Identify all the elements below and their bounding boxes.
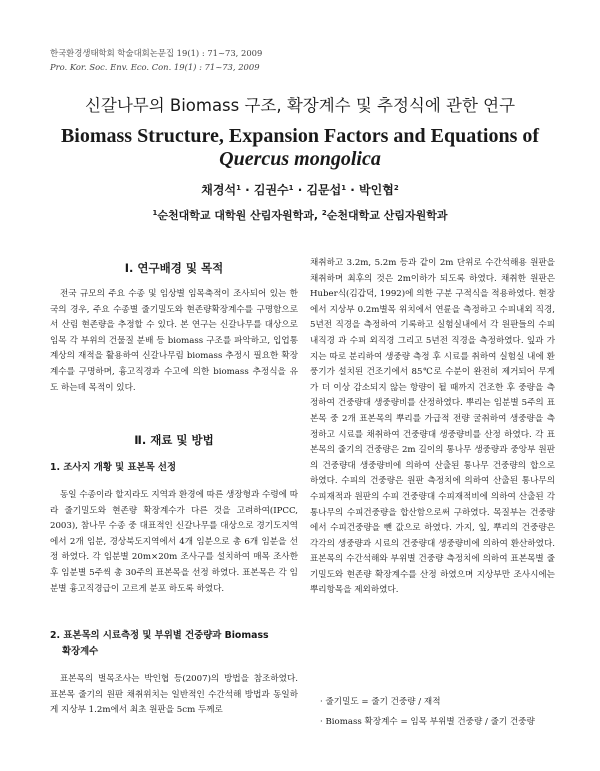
author-separator: · xyxy=(240,183,254,197)
author-separator: · xyxy=(293,183,307,197)
paragraph-site xyxy=(50,488,298,597)
section-heading-intro: Ⅰ. 연구배경 및 목적 xyxy=(124,261,224,275)
equation-expansion-factor: · Biomass 확장계수 = 임목 부위별 건중량 / 줄기 건중량 xyxy=(320,717,535,727)
section-heading-methods: Ⅱ. 재료 및 방법 xyxy=(134,433,214,447)
affiliation-text: 순천대학교 산림자원학과 xyxy=(326,209,448,222)
paragraph-sample-text: 표본목의 벌목조사는 박인협 등(2007)의 방법을 참조하였다. 표본목 줄기의 원판 채취위치는 일반적인 수간석해 방법과 동일하게 지상부 1.2m에서 최초 원판을 5cm 두께로 xyxy=(50,674,298,716)
title-english xyxy=(0,125,600,171)
equation-stem-density: · 줄기밀도 = 줄기 건중량 / 재적 xyxy=(320,697,441,707)
author-name: 채경석 xyxy=(201,183,237,197)
journal-citation-korean: 한국환경생태학회 학술대회논문집 19(1) : 71~73, 2009 xyxy=(50,48,263,58)
author-mark: 1 xyxy=(341,184,347,192)
author-mark: 1 xyxy=(288,184,294,192)
subsection-heading-site: 1. 조사지 개황 및 표본목 선정 xyxy=(50,462,177,473)
paragraph-intro-text: 전국 규모의 주요 수종 및 임상별 임목축적이 조사되어 있는 한국의 경우, 주요 수종별 줄기밀도와 현존량확장계수를 구명함으로서 산림 현존량을 추정할 수 있다. 본 연구는 신갈나무를 대상으로 임목 각 부위의 건물질 분배 등 biomass 구조를 파악하고, 입업통계상의 재적을 활용하여 신갈나무림 biomass 추정시 필요한 확장계수를 구명하며, 흉고직경과 수고에 의한 biomass 추정식을 유도 하는데 목적이 있다. xyxy=(50,289,298,393)
author-name: 박인협 xyxy=(359,183,394,197)
author-name: 김문섭 xyxy=(306,183,342,197)
affiliation-mark: 1 xyxy=(152,209,158,217)
title-species: Quercus mongolica xyxy=(219,148,381,170)
affiliations xyxy=(0,208,600,223)
author-name: 김권수 xyxy=(253,183,289,197)
journal-citation-english: Pro. Kor. Soc. Env. Eco. Con. 19(1) : 71~73, 2009 xyxy=(50,62,260,72)
author-mark: 1 xyxy=(236,184,241,192)
title-korean: 신갈나무의 Biomass 구조, 확장계수 및 추정식에 관한 연구 xyxy=(84,96,516,115)
paragraph-sample xyxy=(50,672,298,719)
subsection-heading-sample-line2: 확장계수 xyxy=(62,646,99,657)
paragraph-intro xyxy=(50,287,298,396)
affiliation-mark: 2 xyxy=(321,209,327,217)
author-separator: · xyxy=(346,183,360,197)
paragraph-sample-continued: 채취하고 3.2m, 5.2m 등과 같이 2m 단위로 수간석해용 원판을 채취하며 최후의 것은 2m이하가 되도록 하였다. 채취한 원판은 Huber식(김갑덕, 1992)에 의한 구분 구적식을 적용하였다. 현장에서 지상부 0.2m별목 위치에서 연륜을 측정하고 수피내외 직경, 5년전 직경을 측정하여 기록하고 실험실내에서 각 원판들의 수피 내직경 과 수피 외직경 그리고 5년전 직경을 측정하였다. 잎과 가지는 따로 분리하여 생중량 측정 후 시료를 취하여 실험실 내에 환풍기가 설치된 건조기에서 85℃로 수분이 완전히 제거되어 무게가 더 이상 감소되지 않는 항량이 될 때까지 건조한 후 중량을 측정하여 건중량대 생중량비를 산정하였다. 뿌리는 임분별 5주의 표본목 중 2개 표본목의 뿌리를 가급적 전량 굴취하여 생중량을 측정하고 시료를 채취하여 건중량대 생중량비를 산정 하였다. 각 표본목의 줄기의 건중량은 2m 길이의 통나무 생중량과 중앙부 원판의 건중량대 생중량비에 의하여 산출된 통나무 건중량의 합으로 하였다. 수피의 건중량은 원판 측정치에 의하여 산출된 통나무의 수피재적과 원판의 수피 건중량대 수피재적비에 의하여 산출된 각 통나무의 수피건중량을 합산함으로써 구하였다. 목질부는 건중량에서 수피건중량을 뺀 값으로 하였다. 가지, 잎, 뿌리의 건중량은 각각의 생중량과 시료의 건중량대 생중량비에 의하여 환산하였다. 표본목의 수간석해와 부위별 건중량 측정치에 의하여 표본목별 줄기밀도와 현존량 확장계수를 산정 하였으며 지상부만 조사시에는 뿌리항목을 제외하였다. xyxy=(310,258,555,596)
paragraph-site-text: 동일 수종이라 할지라도 지역과 환경에 따른 생장형과 수령에 따라 줄기밀도와 현존량 확장계수가 다른 것을 고려하여(IPCC, 2003), 참나무 수종 중 대표적인 신갈나무를 대상으로 경기도지역에서 2개 임분, 경상북도지역에서 4개 임분으로 총 6개 임분을 선정 하였다. 각 임분별 20m×20m 조사구를 설치하여 매목 조사한 후 임분별 5주씩 총 30주의 표본목을 선정 하였다. 표본목은 각 임분별 흉고직경급이 고르게 분포 하도록 하였다. xyxy=(50,490,298,594)
subsection-heading-sample-line1: 2. 표본목의 시료측정 및 부위별 건중량과 Biomass xyxy=(50,630,269,641)
author-list xyxy=(0,182,600,198)
subsection-heading-sample xyxy=(50,628,298,660)
affiliation-text: 순천대학교 대학원 산림자원학과, xyxy=(157,209,322,222)
title-english-main: Biomass Structure, Expansion Factors and Equations of xyxy=(60,125,540,147)
author-mark: 2 xyxy=(393,184,399,192)
